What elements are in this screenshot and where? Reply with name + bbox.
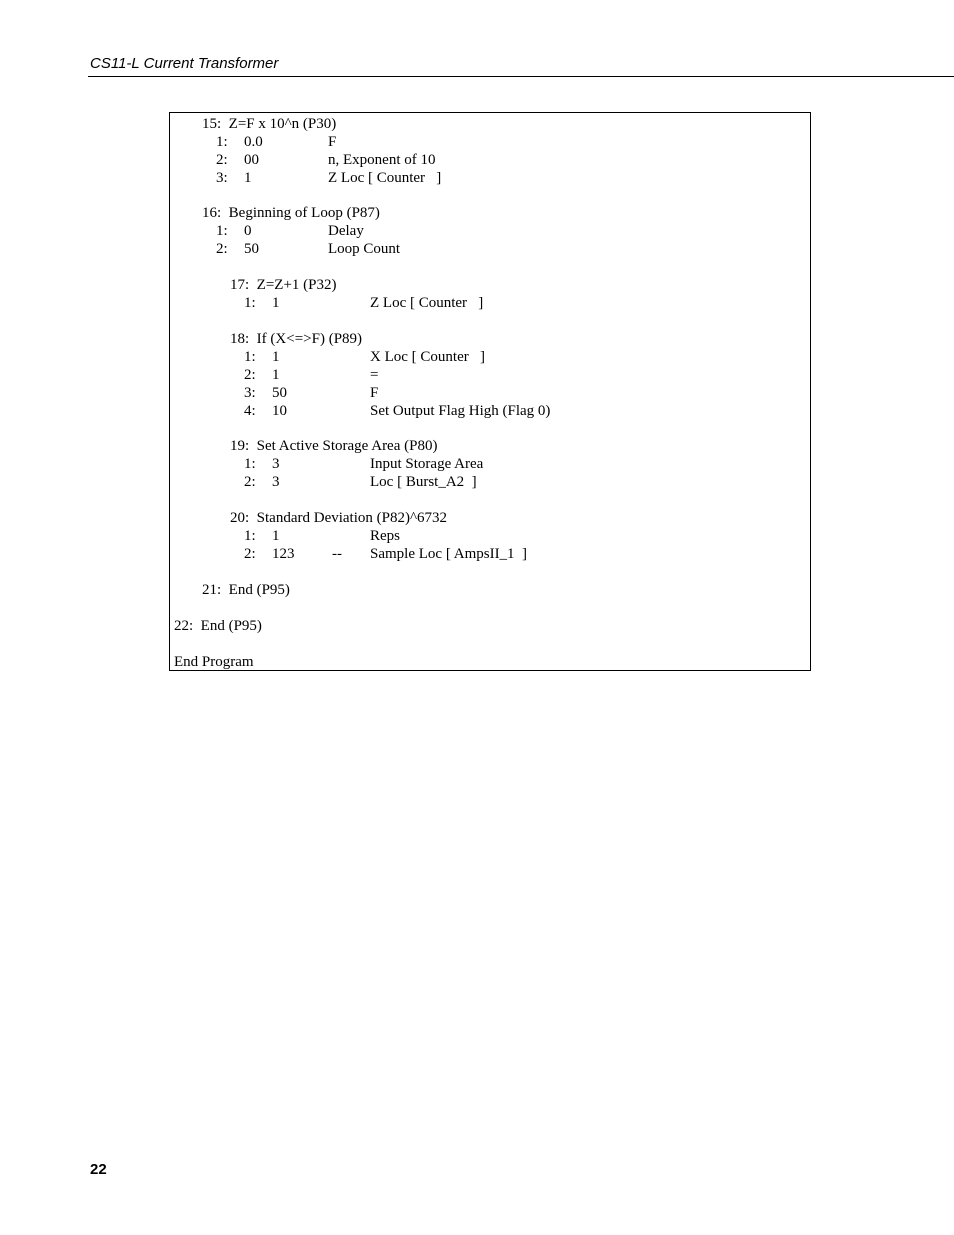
parameter-line	[170, 473, 477, 491]
param-value: 1	[272, 295, 280, 311]
param-number: 1:	[244, 349, 256, 365]
instruction-text: 18: If (X<=>F) (P89)	[230, 331, 363, 347]
param-label: Z Loc [ Counter ]	[370, 295, 484, 311]
instruction-text: 21: End (P95)	[202, 582, 290, 598]
instruction-text: 15: Z=F x 10^n (P30)	[202, 116, 337, 132]
instruction-line	[170, 330, 363, 348]
instruction-text: 17: Z=Z+1 (P32)	[230, 277, 337, 293]
instruction-line	[170, 509, 448, 527]
parameter-line	[170, 169, 442, 187]
parameter-line	[170, 240, 401, 258]
param-number: 2:	[216, 152, 228, 168]
param-label: F	[370, 385, 379, 401]
instruction-text: 16: Beginning of Loop (P87)	[202, 205, 380, 221]
param-number: 1:	[244, 295, 256, 311]
param-value: 0.0	[244, 134, 263, 150]
parameter-line	[170, 527, 400, 545]
parameter-line	[170, 545, 528, 563]
param-number: 4:	[244, 403, 256, 419]
param-value: 1	[244, 170, 252, 186]
parameter-line	[170, 348, 485, 366]
param-label: Input Storage Area	[370, 456, 484, 472]
param-label: Set Output Flag High (Flag 0)	[370, 403, 551, 419]
param-number: 2:	[244, 367, 256, 383]
parameter-line	[170, 384, 379, 402]
param-label: Z Loc [ Counter ]	[328, 170, 442, 186]
param-label: Loop Count	[328, 241, 401, 257]
instruction-line	[170, 617, 262, 635]
param-value: 10	[272, 403, 287, 419]
parameter-line	[170, 133, 337, 151]
param-label: Reps	[370, 528, 400, 544]
param-value: 1	[272, 528, 280, 544]
parameter-line	[170, 222, 364, 240]
param-value: 0	[244, 223, 252, 239]
instruction-text: 19: Set Active Storage Area (P80)	[230, 438, 438, 454]
param-number: 3:	[244, 385, 256, 401]
param-number: 2:	[244, 546, 256, 562]
instruction-line	[170, 204, 380, 222]
param-label: X Loc [ Counter ]	[370, 349, 485, 365]
instruction-text: End Program	[174, 654, 254, 670]
program-listing-box	[169, 112, 811, 671]
page-number: 22	[90, 1161, 107, 1178]
param-number: 3:	[216, 170, 228, 186]
param-label: Delay	[328, 223, 364, 239]
parameter-line	[170, 151, 436, 169]
param-value: 1	[272, 367, 280, 383]
parameter-line	[170, 366, 379, 384]
param-number: 2:	[216, 241, 228, 257]
param-value: 50	[272, 385, 287, 401]
instruction-line	[170, 115, 337, 133]
param-mark: --	[332, 546, 342, 562]
param-value: 3	[272, 456, 280, 472]
param-number: 2:	[244, 474, 256, 490]
param-value: 123	[272, 546, 295, 562]
header-rule	[88, 76, 954, 77]
param-label: n, Exponent of 10	[328, 152, 436, 168]
param-label: F	[328, 134, 337, 150]
param-value: 3	[272, 474, 280, 490]
instruction-text: 22: End (P95)	[174, 618, 262, 634]
instruction-line	[170, 437, 438, 455]
param-value: 00	[244, 152, 259, 168]
param-label: Loc [ Burst_A2 ]	[370, 474, 477, 490]
param-number: 1:	[216, 223, 228, 239]
instruction-line	[170, 276, 337, 294]
instruction-line	[170, 581, 290, 599]
parameter-line	[170, 455, 484, 473]
param-value: 1	[272, 349, 280, 365]
param-label: =	[370, 367, 379, 383]
parameter-line	[170, 402, 551, 420]
param-number: 1:	[244, 456, 256, 472]
param-label: Sample Loc [ AmpsII_1 ]	[370, 546, 528, 562]
param-number: 1:	[244, 528, 256, 544]
instruction-text: 20: Standard Deviation (P82)^6732	[230, 510, 448, 526]
parameter-line	[170, 294, 484, 312]
running-header: CS11-L Current Transformer	[90, 55, 279, 72]
end-program-line	[170, 653, 254, 671]
param-value: 50	[244, 241, 259, 257]
param-number: 1:	[216, 134, 228, 150]
